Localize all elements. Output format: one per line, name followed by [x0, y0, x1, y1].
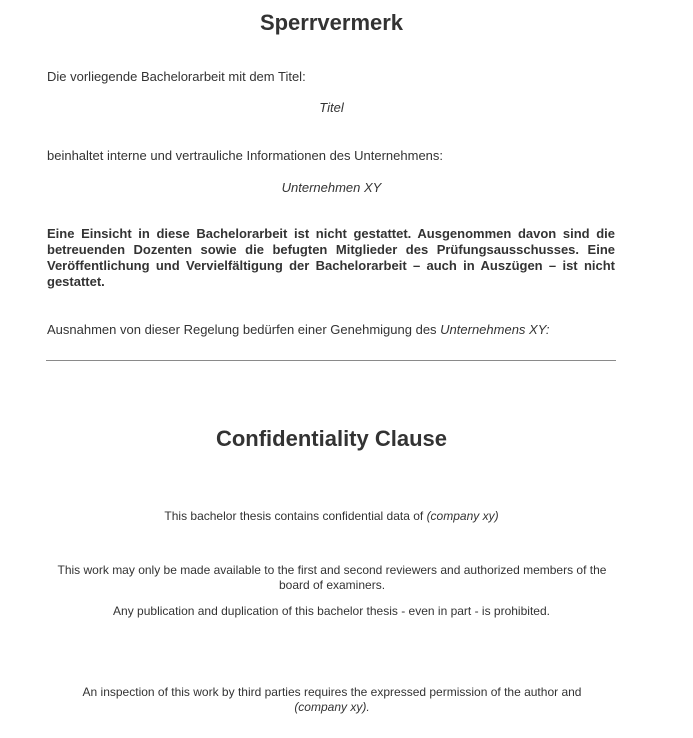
exception-text [47, 322, 627, 338]
intro-text: Die vorliegende Bachelorarbeit mit dem Titel: [47, 69, 306, 84]
company-placeholder: Unternehmen XY [281, 180, 382, 195]
confidential-data-text: This bachelor thesis contains confidential data of [164, 509, 427, 523]
confidential-data-line [0, 509, 663, 524]
inspection-text [48, 685, 616, 715]
title-placeholder: Titel [319, 100, 344, 115]
exception-text-main: Ausnahmen von dieser Regelung bedürfen einer Genehmigung des [47, 322, 441, 337]
inspection-text-main: An inspection of this work by third parties requires the expressed permission of the author and [82, 685, 582, 699]
divider [46, 360, 616, 361]
exception-company: Unternehmens XY: [440, 322, 550, 337]
publication-text: Any publication and duplication of this bachelor thesis - even in part - is prohibited. [113, 604, 550, 618]
confidentiality-notice: Eine Einsicht in diese Bachelorarbeit ist nicht gestattet. Ausgenommen davon sind die betreuenden Dozenten sowie die befugten Mitglieder des Prüfungsausschusses. Eine Veröffentlichung und Vervielfältigung der Bachelorarbeit – auch in Auszügen – ist nicht gestattet. [47, 226, 615, 289]
confidentiality-heading: Confidentiality Clause [215, 426, 448, 451]
info-text: beinhaltet interne und vertrauliche Informationen des Unternehmens: [47, 148, 444, 163]
inspection-company: (company xy). [294, 700, 370, 714]
company-xy: (company xy) [426, 509, 499, 523]
sperrvermerk-heading: Sperrvermerk [259, 10, 404, 35]
availability-text: This work may only be made available to the first and second reviewers and authorized members of the board of examiners. [57, 563, 607, 592]
